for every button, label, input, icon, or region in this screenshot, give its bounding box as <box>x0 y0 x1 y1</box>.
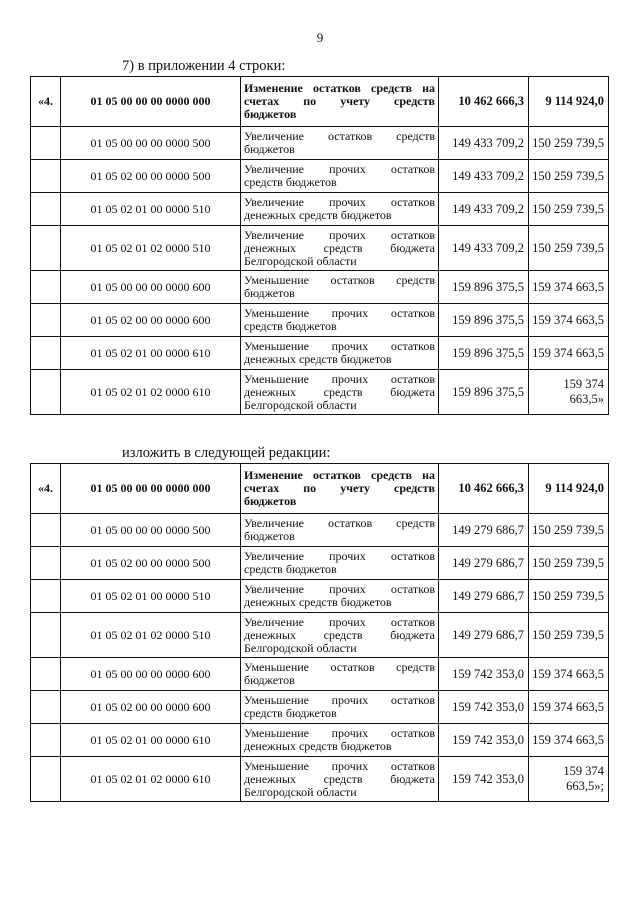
amount-second: 150 259 739,5 <box>529 160 609 193</box>
item-name-line: Белгородской области <box>244 640 357 655</box>
budget-code: 01 05 00 00 00 0000 000 <box>61 77 241 127</box>
item-name-line: бюджетов <box>244 107 297 121</box>
table-row <box>31 337 609 370</box>
item-name-line: Уменьшение прочих остатков <box>244 306 435 320</box>
budget-code: 01 05 02 00 00 0000 600 <box>61 304 241 337</box>
item-name-line: Увеличение остатков средств <box>244 129 435 143</box>
amount-second: 150 259 739,5 <box>529 226 609 271</box>
table-row <box>31 271 609 304</box>
row-mark <box>31 370 61 415</box>
amount-second: 150 259 739,5 <box>529 127 609 160</box>
item-name <box>241 226 439 271</box>
budget-code: 01 05 00 00 00 0000 600 <box>61 271 241 304</box>
table-row <box>31 514 609 547</box>
amount-second: 159 374 663,5» <box>529 370 609 415</box>
table-row <box>31 613 609 658</box>
amount-first: 159 742 353,0 <box>439 724 529 757</box>
table-row <box>31 691 609 724</box>
item-name-line: Уменьшение прочих остатков <box>244 693 435 707</box>
item-name <box>241 757 439 802</box>
row-mark <box>31 337 61 370</box>
amount-second: 150 259 739,5 <box>529 547 609 580</box>
amount-first: 149 279 686,7 <box>439 547 529 580</box>
table-row <box>31 580 609 613</box>
item-name <box>241 691 439 724</box>
amount-first: 149 279 686,7 <box>439 613 529 658</box>
item-name-line: Увеличение остатков средств <box>244 516 435 530</box>
row-mark <box>31 226 61 271</box>
item-name-line: Увеличение прочих остатков <box>244 582 435 596</box>
row-mark <box>31 514 61 547</box>
amount-first: 149 279 686,7 <box>439 514 529 547</box>
item-name <box>241 160 439 193</box>
item-name-line: средств бюджетов <box>244 175 337 189</box>
table-row <box>31 370 609 415</box>
item-name-line: бюджетов <box>244 142 295 156</box>
item-name-line: Уменьшение прочих остатков <box>244 726 435 740</box>
amount-second: 159 374 663,5 <box>529 691 609 724</box>
item-name-line: Увеличение прочих остатков <box>244 162 435 176</box>
item-name-line: бюджетов <box>244 529 295 543</box>
page-number: 9 <box>316 30 324 45</box>
amount-first: 159 742 353,0 <box>439 757 529 802</box>
amount-second: 9 114 924,0 <box>529 77 609 127</box>
item-name <box>241 77 439 127</box>
item-name-line: Уменьшение прочих остатков <box>244 339 435 353</box>
amount-first: 159 742 353,0 <box>439 658 529 691</box>
item-name-line: Изменение остатков средств на <box>244 81 435 95</box>
amount-second: 159 374 663,5 <box>529 658 609 691</box>
item-name-line: денежных средств бюджета <box>244 627 435 642</box>
table-after <box>30 463 609 802</box>
table-row <box>31 77 609 127</box>
item-name-line: Уменьшение прочих остатков <box>244 758 435 773</box>
item-name-line: средств бюджетов <box>244 562 337 576</box>
table-row <box>31 464 609 514</box>
budget-code: 01 05 02 00 00 0000 500 <box>61 547 241 580</box>
budget-code: 01 05 00 00 00 0000 000 <box>61 464 241 514</box>
amount-first: 159 896 375,5 <box>439 370 529 415</box>
amount-first: 149 433 709,2 <box>439 127 529 160</box>
budget-code: 01 05 02 01 00 0000 610 <box>61 337 241 370</box>
row-mark <box>31 160 61 193</box>
item-name-line: Белгородской области <box>244 397 357 412</box>
item-name-line: денежных средств бюджета <box>244 771 435 786</box>
item-name-line: счетах по учету средств <box>244 94 435 108</box>
heading-after: изложить в следующей редакции: <box>122 445 331 461</box>
amount-first: 149 279 686,7 <box>439 580 529 613</box>
budget-code: 01 05 02 01 02 0000 510 <box>61 226 241 271</box>
table-row <box>31 757 609 802</box>
item-name <box>241 127 439 160</box>
item-name <box>241 514 439 547</box>
amount-second: 159 374 663,5 <box>529 724 609 757</box>
row-mark: «4. <box>31 464 61 514</box>
table-before <box>30 76 609 415</box>
item-name-line: Увеличение прочих остатков <box>244 549 435 563</box>
row-mark <box>31 271 61 304</box>
amount-second: 159 374 663,5 <box>529 304 609 337</box>
item-name-line: Увеличение прочих остатков <box>244 227 435 242</box>
amount-first: 149 433 709,2 <box>439 226 529 271</box>
amount-first: 149 433 709,2 <box>439 193 529 226</box>
table-row <box>31 547 609 580</box>
budget-code: 01 05 02 01 02 0000 610 <box>61 370 241 415</box>
item-name-line: денежных средств бюджета <box>244 384 435 399</box>
table-row <box>31 658 609 691</box>
item-name-line: Уменьшение остатков средств <box>244 273 435 287</box>
row-mark <box>31 724 61 757</box>
amount-first: 10 462 666,3 <box>439 77 529 127</box>
table-row <box>31 193 609 226</box>
table-row <box>31 160 609 193</box>
amount-first: 159 896 375,5 <box>439 304 529 337</box>
item-name-line: Увеличение прочих остатков <box>244 614 435 629</box>
budget-code: 01 05 02 01 00 0000 510 <box>61 193 241 226</box>
amount-second: 9 114 924,0 <box>529 464 609 514</box>
row-mark <box>31 691 61 724</box>
item-name <box>241 271 439 304</box>
row-mark <box>31 193 61 226</box>
item-name-line: денежных средств бюджета <box>244 240 435 255</box>
budget-code: 01 05 02 00 00 0000 500 <box>61 160 241 193</box>
item-name <box>241 724 439 757</box>
amount-first: 149 433 709,2 <box>439 160 529 193</box>
row-mark <box>31 658 61 691</box>
item-name <box>241 658 439 691</box>
amount-second: 150 259 739,5 <box>529 514 609 547</box>
budget-code: 01 05 02 01 00 0000 510 <box>61 580 241 613</box>
item-name-line: бюджетов <box>244 286 295 300</box>
row-mark <box>31 757 61 802</box>
item-name <box>241 193 439 226</box>
row-mark <box>31 304 61 337</box>
budget-code: 01 05 02 01 02 0000 610 <box>61 757 241 802</box>
item-name <box>241 580 439 613</box>
item-name-line: средств бюджетов <box>244 706 337 720</box>
row-mark <box>31 580 61 613</box>
amount-second: 150 259 739,5 <box>529 613 609 658</box>
row-mark: «4. <box>31 77 61 127</box>
amount-first: 159 896 375,5 <box>439 337 529 370</box>
item-name <box>241 464 439 514</box>
item-name <box>241 547 439 580</box>
item-name-line: денежных средств бюджетов <box>244 352 392 366</box>
item-name-line: денежных средств бюджетов <box>244 208 392 222</box>
item-name-line: счетах по учету средств <box>244 481 435 495</box>
item-name <box>241 337 439 370</box>
item-name-line: Увеличение прочих остатков <box>244 195 435 209</box>
item-name <box>241 304 439 337</box>
row-mark <box>31 547 61 580</box>
budget-code: 01 05 00 00 00 0000 500 <box>61 127 241 160</box>
item-name-line: денежных средств бюджетов <box>244 595 392 609</box>
item-name-line: бюджетов <box>244 494 297 508</box>
heading-before: 7) в приложении 4 строки: <box>122 58 286 74</box>
item-name-line: Изменение остатков средств на <box>244 468 435 482</box>
item-name-line: Белгородской области <box>244 253 357 268</box>
table-row <box>31 304 609 337</box>
amount-second: 159 374 663,5 <box>529 271 609 304</box>
budget-code: 01 05 02 01 00 0000 610 <box>61 724 241 757</box>
table-row <box>31 724 609 757</box>
amount-second: 159 374 663,5 <box>529 337 609 370</box>
amount-first: 159 896 375,5 <box>439 271 529 304</box>
item-name-line: бюджетов <box>244 673 295 687</box>
table-row <box>31 226 609 271</box>
amount-first: 159 742 353,0 <box>439 691 529 724</box>
budget-code: 01 05 02 00 00 0000 600 <box>61 691 241 724</box>
amount-first: 10 462 666,3 <box>439 464 529 514</box>
row-mark <box>31 127 61 160</box>
budget-code: 01 05 00 00 00 0000 500 <box>61 514 241 547</box>
budget-code: 01 05 02 01 02 0000 510 <box>61 613 241 658</box>
item-name-line: средств бюджетов <box>244 319 337 333</box>
table-row <box>31 127 609 160</box>
amount-second: 150 259 739,5 <box>529 580 609 613</box>
item-name <box>241 370 439 415</box>
item-name <box>241 613 439 658</box>
item-name-line: Уменьшение прочих остатков <box>244 371 435 386</box>
budget-code: 01 05 00 00 00 0000 600 <box>61 658 241 691</box>
item-name-line: Белгородской области <box>244 784 357 799</box>
row-mark <box>31 613 61 658</box>
item-name-line: Уменьшение остатков средств <box>244 660 435 674</box>
item-name-line: денежных средств бюджетов <box>244 739 392 753</box>
amount-second: 159 374 663,5»; <box>529 757 609 802</box>
amount-second: 150 259 739,5 <box>529 193 609 226</box>
